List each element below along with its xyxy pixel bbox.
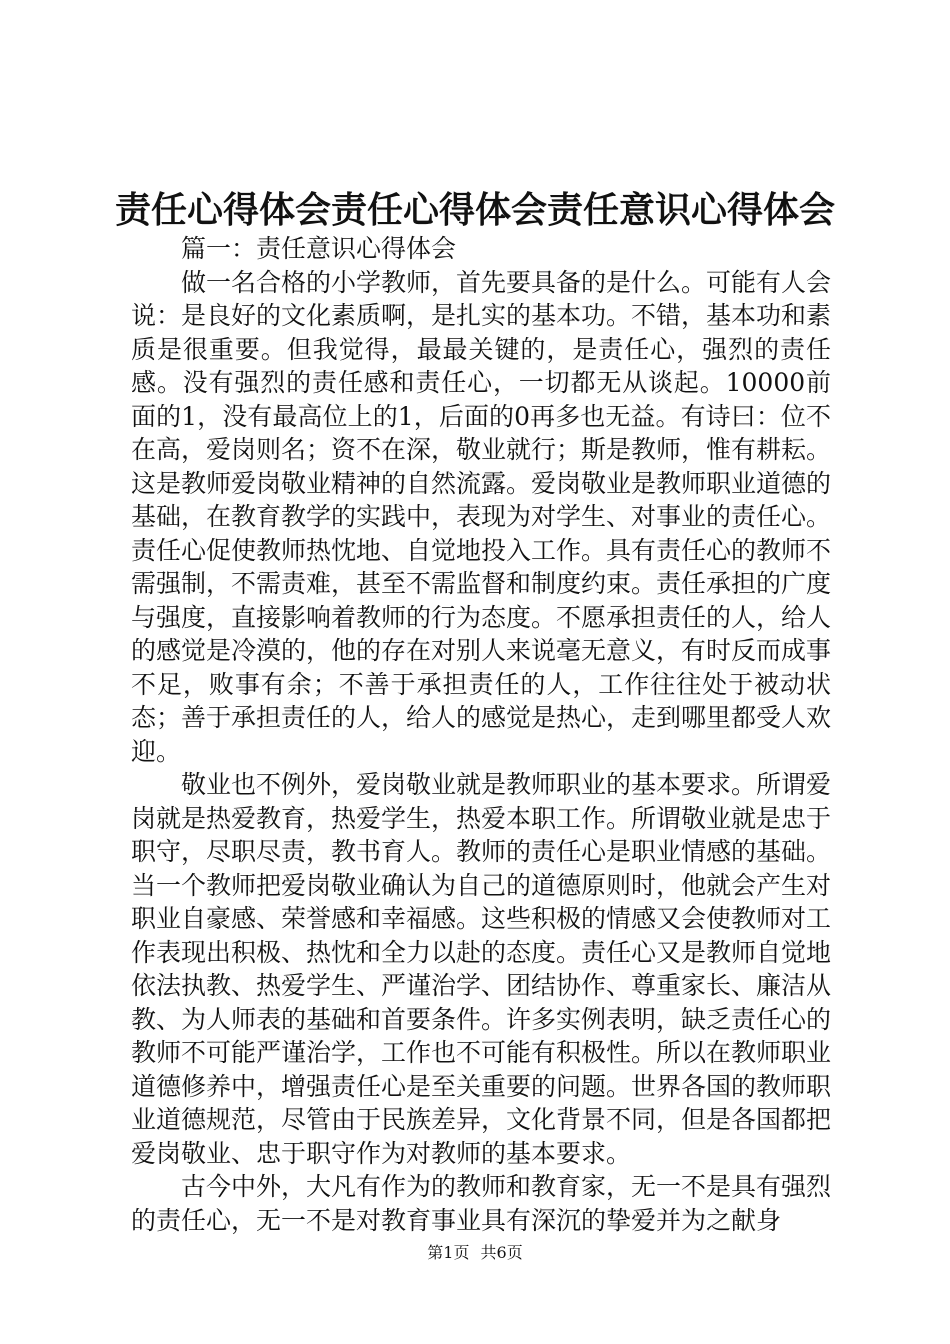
document-title: 责任心得体会责任心得体会责任意识心得体会 — [114, 189, 835, 231]
paragraph: 古今中外，大凡有作为的教师和教育家，无一不是具有强烈的责任心，无一不是对教育事业具有深沉的挚爱并为之献身 — [131, 1172, 832, 1235]
page-total: 共6页 — [480, 1243, 523, 1262]
paragraph: 做一名合格的小学教师，首先要具备的是什么。可能有人会说：是良好的文化素质啊，是扎实的基本功。不错，基本功和素质是很重要。但我觉得，最最关键的，是责任心，强烈的责任感。没有强烈的责任感和责任心，一切都无从谈起。10000前面的1，没有最高位上的1，后面的0再多也无益。有诗曰：位不在高，爱岗则名；资不在深，敬业就行；斯是教师，惟有耕耘。这是教师爱岗敬业精神的自然流露。爱岗敬业是教师职业道德的基础，在教育教学的实践中，表现为对学生、对事业的责任心。责任心促使教师热忱地、自觉地投入工作。具有责任心的教师不需强制，不需责难，甚至不需监督和制度约束。责任承担的广度与强度，直接影响着教师的行为态度。不愿承担责任的人，给人的感觉是冷漠的，他的存在对别人来说毫无意义，有时反而成事不足，败事有余；不善于承担责任的人，工作往往处于被动状态；善于承担责任的人，给人的感觉是热心，走到哪里都受人欢迎。 — [131, 267, 832, 766]
paragraph: 敬业也不例外，爱岗敬业就是教师职业的基本要求。所谓爱岗就是热爱教育，热爱学生，热爱本职工作。所谓敬业就是忠于职守，尽职尽责，教书育人。教师的责任心是职业情感的基础。当一个教师把爱岗敬业确认为自己的道德原则时，他就会产生对职业自豪感、荣誉感和幸福感。这些积极的情感又会使教师对工作表现出积极、热忱和全力以赴的态度。责任心又是教师自觉地依法执教、热爱学生、严谨治学、团结协作、尊重家长、廉洁从教、为人师表的基础和首要条件。许多实例表明，缺乏责任心的教师不可能严谨治学，工作也不可能有积极性。所以在教师职业道德修养中，增强责任心是至关重要的问题。世界各国的教师职业道德规范，尽管由于民族差异，文化背景不同，但是各国都把爱岗敬业、忠于职守作为对教师的基本要求。 — [131, 770, 832, 1168]
page-footer — [0, 1242, 950, 1264]
document-body — [131, 232, 831, 1237]
section-heading: 篇一：责任意识心得体会 — [181, 234, 457, 263]
page-number: 第1页 — [427, 1243, 470, 1262]
